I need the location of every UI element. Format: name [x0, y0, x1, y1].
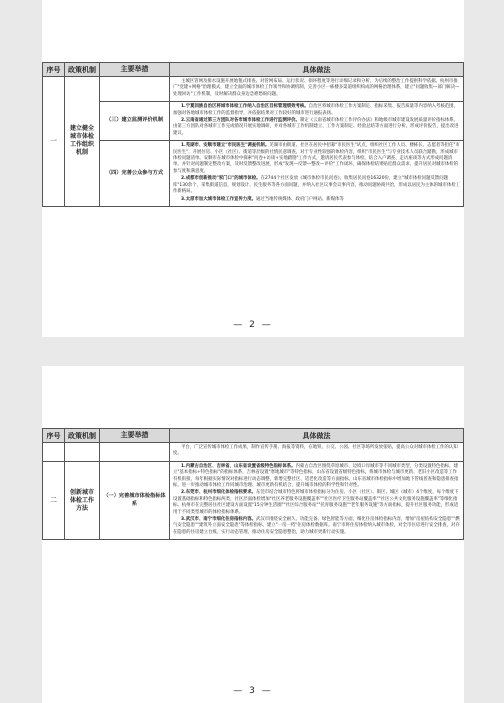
practice-text: 自治区将城市体检工作方案制定、指标采集、报告质量等内容纳入考核范围，加强对各地城市体检工作的监督指导，并依据结果对工作较好的城市进行通报表扬。 [173, 104, 458, 116]
document-page-3 [42, 366, 464, 703]
row-measure: （一）完善城市体检指标体系 [100, 461, 170, 539]
row-mechanism: 建立健全城市体检工作组织机制 [65, 77, 100, 207]
header-seq: 序号 [43, 429, 65, 443]
page-number: — 2 — [233, 320, 273, 330]
header-measures: 主要举措 [100, 63, 170, 77]
practice-lead: 2.云南省通过第三方团队对各市城市体检工作进行监测评价。 [181, 118, 300, 124]
practice-text: 东莞市结合城市特色将城市体检指标分为住房、小区（社区）、街区、城区（城市）4个维度，每个维度下设置基础指标和特色指标两类，社区层面体检增加"社区养老服务设施覆盖率""社区医疗卫生服务站覆盖率""社区公共文化服务设施覆盖率"等细化指标。杭州市在完整居住社区建设方面设置"15分钟生活圈""社区综合服务站""托育服务设施""老年服务设施"等方面指标，提升社区服务功能，形成适用于不同类型城市的体检指标体系。 [173, 490, 459, 515]
practice-lead: 1.内蒙古自治区、吉林省、山东省设置省级特色指标体系。 [181, 463, 296, 469]
practice-lead: 3.武汉市、南宁市细化住房指标内容。 [181, 517, 256, 523]
practice-lead: 1.芜湖市、安顺市建立"市民医生"调查机制。 [181, 143, 270, 149]
continuation-text: 平台，广泛宣传城市体检工作成果，制作宣传手册、海报等资料，在地铁、公交、公园、社区等场所发放张贴，提高公众对城市体检工作的认知度。 [173, 445, 458, 457]
practice-item [173, 490, 460, 516]
page-number: — 3 — [233, 686, 273, 696]
practice-item [173, 464, 460, 490]
row-practice [170, 141, 464, 207]
policy-table [42, 428, 464, 540]
practice-item [173, 517, 460, 536]
header-mechanism: 政策机制 [65, 429, 100, 443]
header-mechanism: 政策机制 [65, 63, 100, 77]
table-row [43, 461, 464, 539]
header-measures: 主要举措 [100, 429, 170, 443]
practice-text: 内蒙古自治区围绕草原城市、边境口岸城市等不同城市类型，分类设置特色指标，建立"基本指标+特色指标"的指标体系，吉林省设置"寒地城市"等特色指标，山东省设置省级特色指标，将城市体检与城市更新、老旧小区改造等工作有机衔接，每年根据实际情况对指标进行动态调整，新增完整社区、适老化改造等方面指标，山东省城市体检指标中增加地下管线普查和隐患排查指标，进一步推动城市体检工作同城市治理、城市更新有机结合，提升城市体检的科学性和针对性。 [173, 463, 459, 489]
policy-table [42, 62, 464, 207]
row-seq: 一 [43, 77, 65, 207]
table-row [43, 443, 464, 462]
row-practice-continuation [170, 443, 464, 462]
practice-item [173, 118, 460, 137]
practice-lead: 2.东莞市、杭州市细化体检指标要求。 [181, 490, 256, 496]
row-practice [170, 461, 464, 539]
practice-text: 芜湖市由街道、社区在居民中招募"市民医生"试点，组织社区工作人员、楼栋长、志愿者等担任"市民医生"，开展住房、小区（社区）、街道等层级的社情民意调查，对于专业性较强的体检内容，组织"市民医生"与专业技术人员联合踏勘，形成城市体检问题清单。安顺市在城市体检中探索"问卷+访谈+实地踏勘"工作方式，邀请居民代表参与体检，结合入户调查、走访座谈等方式形成问题清单，并针对问题制定整改方案，及时反馈整改进展，形成"发现—反馈—整改—评价"工作闭环，确保体检结果贴近群众需求，提升居民对城市体检的参与度和满意度。 [173, 143, 460, 174]
table-row [43, 77, 464, 102]
practice-item [173, 104, 460, 117]
row-mechanism-continuation [65, 443, 100, 462]
row-measure-continuation [100, 443, 170, 462]
header-practice: 具体做法 [170, 63, 464, 77]
row-seq-continuation [43, 443, 65, 462]
document-page-2 [42, 0, 464, 337]
practice-lead: 3.太原市加大城市体检工作宣传力度。 [181, 196, 256, 202]
practice-text: 武汉市围绕安全耐久、功能完备、绿色智能等方面，细化住房体检指标内容，增加"房屋结构安全隐患""燃气安全隐患""建筑外立面安全隐患"等体检指标，建立"一房一档"住房体检数据库。南宁市将住房体检纳入城市体检，对全市住房进行安全排查，对存在隐患的住房建立台账，实行动态管理，推动住房安全隐患整治，助力城市更新行动实施。 [173, 517, 460, 535]
table-row [43, 102, 464, 141]
row-practice-continuation [170, 77, 464, 102]
practice-lead: 1.宁夏回族自治区将城市体检工作纳入自治区目标管理绩效考核。 [181, 104, 309, 110]
row-practice [170, 102, 464, 141]
practice-text: 通过当地传统媒体、政府门户网站、新媒体等 [255, 196, 344, 202]
practice-text: 在2744个社区发放《城市体检市民问卷》，收集居民问卷16320份，建立"城市体检问题反馈问题库"130余个，采集街道信息，规划设计、民生服务等各方面问题，并纳入社区议事会议事内容，推动问题协商共治，形成以居民为主体的城市体检工作新格局。 [173, 176, 461, 195]
practice-lead: 2.成都市创新推动"家门口"的城市体检。 [181, 176, 261, 182]
row-measure-continuation [100, 77, 170, 102]
header-seq: 序号 [43, 63, 65, 77]
row-measure: （三）建立监测评价机制 [100, 102, 170, 141]
practice-item [173, 143, 460, 175]
row-seq: 二 [43, 461, 65, 539]
table-header-row [43, 429, 464, 443]
practice-item [173, 197, 460, 203]
table-row [43, 141, 464, 207]
practice-item [173, 176, 460, 195]
practice-text: 制定《云南省城市体检工作评价办法》和地级市城市建设发展质量评价指标体系。由第三方团队对各城市工作完成情况开展实地调研，并对各城市工作机制建立、工作方案制定、经验总结等方面进行分析，形成评价报告，提出改进建议。 [173, 118, 459, 136]
row-measure: （四）完善公众参与方式 [100, 141, 170, 207]
continuation-text: 主城区管网及排水设施开展地毯式排查，对管网布局、运行状况、损坏程度等进行详细记录和分析，为后续的整治工作提供科学依据。杭州市推广"党建+网格"治理模式，建立全面的城市体检工作领导和协调机制，完善小区一栋楼多渠道组织构成的网格治理体系，建立"问题收集—部门解决—处理回访"工作机制，及时解决群众身边急难愁盼问题。 [173, 79, 460, 97]
header-practice: 具体做法 [170, 429, 464, 443]
table-header-row [43, 63, 464, 77]
row-mechanism: 创新城市体检工作方法 [65, 461, 100, 539]
